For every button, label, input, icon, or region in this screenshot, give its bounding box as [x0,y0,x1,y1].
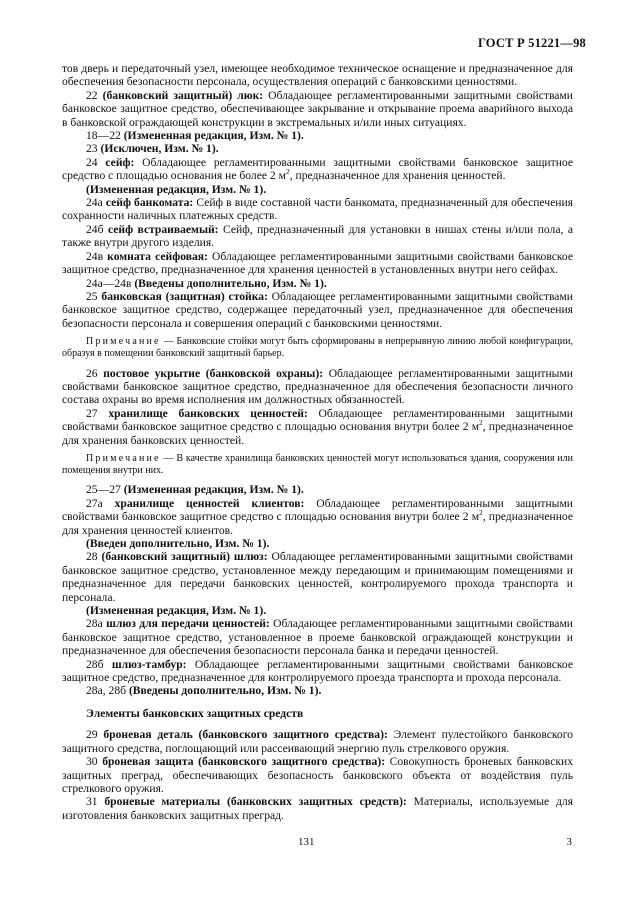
clause-term: (банковский защитный) люк: [102,88,264,102]
clause-p24v [62,250,573,277]
clause-p26 [62,367,573,407]
clause-number: 31 [86,795,105,809]
clause-number: 23 [86,142,101,156]
clause-term: хранилище ценностей клиентов: [114,496,305,510]
clause-term: (Введен дополнительно, Изм. № 1). [86,537,270,550]
clause-p25_27 [62,483,573,496]
clause-p27a [62,497,573,537]
clause-number: 25—27 [86,483,124,497]
clause-term: броневая деталь (банковского защитного средства): [103,728,388,742]
clause-term: комната сейфовая: [107,249,208,263]
note-banking-counters [62,336,573,360]
clause-text: Элемент пулестойкого банковского защитного средства, поглощающий или рассеивающий энергию пуль стрелкового оружия. [62,728,573,755]
clause-p25 [62,290,573,330]
clause-text: Обладающее регламентированными защитными свойствами банковское защитное средство, предназначенное для хранения ценностей в установленных внутри него сейфах. [62,249,574,277]
clause-term: (Введены дополнительно, Изм. № 1). [128,684,322,698]
note-text: — В качестве хранилища банковских ценностей могут использоваться здания, сооружения или помещения внутри них. [62,452,573,477]
clause-term: шлюз-тамбур: [111,657,187,671]
clause-cont [62,62,573,89]
clause-term: шлюз для передачи ценностей: [106,617,270,631]
clause-text: Сейф, предназначенный для установки в нишах стены и/или пола, а также внутри другого изделия. [62,222,573,250]
clause-text: Обладающее регламентированными защитными свойствами банковское защитное средство, предназначенное для обеспечения безопасности личного состава охраны во время исполнения им должностных обязанностей. [62,366,574,407]
clause-number: 24а [86,196,106,210]
clause-p27 [62,407,573,447]
clause-text: Обладающее регламентированными защитными свойствами банковское защитное средство, обеспечивающее закрывание и открывание проема аварийного выхода в банковской ограждающей конструкции в экстремальных и/или иных ситуациях. [62,88,573,129]
clause-term: броневые материалы (банковских защитных средств): [104,795,407,809]
clause-text: тов дверь и передаточный узел, имеющее необходимое техническое оснащение и предназначенное для обеспечения безопасности персонала, осуществления операций с банковскими ценностями. [62,62,573,89]
clause-p28a [62,617,573,657]
clause-term: (банковский защитный) шлюз: [101,550,268,564]
clause-term: банковская (защитная) стойка: [101,289,268,303]
clause-term: броневая защита (банковского защитного средства): [102,755,386,769]
clause-number: 24б [86,222,108,236]
note-label: Примечание [86,336,161,348]
clause-p27a_add [62,537,573,550]
clause-term: сейф встраиваемый: [107,222,219,236]
clause-number: 28б [86,657,112,671]
document-id-header: ГОСТ Р 51221—98 [477,36,586,50]
clause-number: 26 [86,366,104,380]
note-vault [62,453,573,477]
clause-p22 [62,89,573,129]
clause-number: 29 [86,728,104,742]
clause-number: 18—22 [86,129,124,143]
clause-number: 30 [86,755,103,769]
clause-text: Обладающее регламентированными защитными свойствами банковское защитное средство с площадью основания внутри более 2 $м^2$, предназначенное для хранения банковских ценностей. [62,406,574,447]
clause-number: 27а [86,496,115,510]
clause-p24 [62,156,573,183]
note-text: — Банковские стойки могут быть сформированы в непрерывную линию любой конфигурации, образуя в помещении банковский защитный барьер. [62,336,573,360]
clause-text: Обладающее регламентированными защитными свойствами банковское защитное средство с площадью основания внутри более 2 $м^2$, предназначенное для хранения ценностей клиентов. [62,496,573,537]
page-number: 131 [298,836,315,848]
clause-number: 24а—24в [86,276,135,290]
clause-p28red [62,604,573,617]
clause-term: хранилище банковских ценностей: [108,406,308,420]
clause-text: Сейф в виде составной части банкомата, предназначенный для обеспечения сохранности наличных платежных средств. [62,196,573,223]
clause-number: 27 [86,406,109,420]
section-title: Элементы банковских защитных средств [86,706,304,720]
clause-text: Обладающее регламентированными защитными свойствами банковское защитное средство, установленное между передающим и принимающим помещениями и предназначенное для передачи банковских ценностей, контролируемого прохода транспорта и персонала. [62,550,573,604]
clause-number: 28 [86,550,102,564]
clause-p28 [62,550,573,604]
paragraph-group-2 [62,367,573,447]
paragraph-group-3 [62,483,573,698]
clause-p24red [62,183,573,196]
clause-text: Обладающее регламентированными защитными свойствами банковское защитное средство с площадью основания не более 2 $м^2$, предназначенное для хранения ценностей. [62,155,573,183]
clause-term: (Измененная редакция, Изм. № 1). [123,129,304,143]
clause-p30 [62,755,573,795]
clause-number: 28а [86,617,107,631]
paragraph-group-4 [62,728,573,822]
clause-term: (Измененная редакция, Изм. № 1). [86,604,267,618]
clause-term: (Введены дополнительно, Изм. № 1). [134,276,327,290]
clause-p28b [62,658,573,685]
clause-p28ab [62,684,573,697]
clause-p24a_v [62,277,573,290]
clause-term: (Исключен, Изм. № 1). [100,142,219,156]
clause-text: Обладающее регламентированными защитными свойствами банковское защитное средство, содержащее передаточный узел, предназначенное для обеспечения безопасности персонала и совершения операций с банковскими ценностями. [62,289,573,330]
clause-number: 24в [86,249,108,263]
clause-number: 22 [86,88,103,102]
clause-text: Совокупность броневых банковских защитных преград, обеспечивающих безопасность банковского объекта от воздействия пуль стрелкового оружия. [62,755,573,795]
clause-text: Обладающее регламентированными защитными свойствами банковское защитное средство, предназначенное для контролируемого проезда транспорта и прохода персонала. [62,657,573,685]
clause-number: 24 [86,155,106,169]
clause-p29 [62,728,573,755]
clause-number: 28а, 28б [86,684,129,698]
clause-text: Обладающее регламентированными защитными свойствами банковское защитное средство, установленное в проеме банковской ограждающей конструкции и предназначенное для обеспечения безопасности персонала банка и передачи ценностей. [62,617,573,658]
clause-term: сейф: [105,155,135,169]
clause-term: (Измененная редакция, Изм. № 1). [86,182,267,196]
note-label: Примечание [86,452,161,464]
clause-text: Материалы, используемые для изготовления банковских защитных преград. [62,795,573,822]
clause-term: постовое укрытие (банковской охраны): [103,366,324,380]
clause-term: сейф банкомата: [105,196,194,210]
document-body [62,62,573,822]
clause-p24a [62,196,573,223]
clause-p24b [62,223,573,250]
clause-p23 [62,142,573,155]
clause-number: 25 [86,289,102,303]
clause-p31 [62,795,573,822]
paragraph-group-1 [62,62,573,330]
clause-term: (Измененная редакция, Изм. № 1). [123,483,304,497]
clause-p18_22 [62,129,573,142]
sheet-number: 3 [566,836,572,848]
